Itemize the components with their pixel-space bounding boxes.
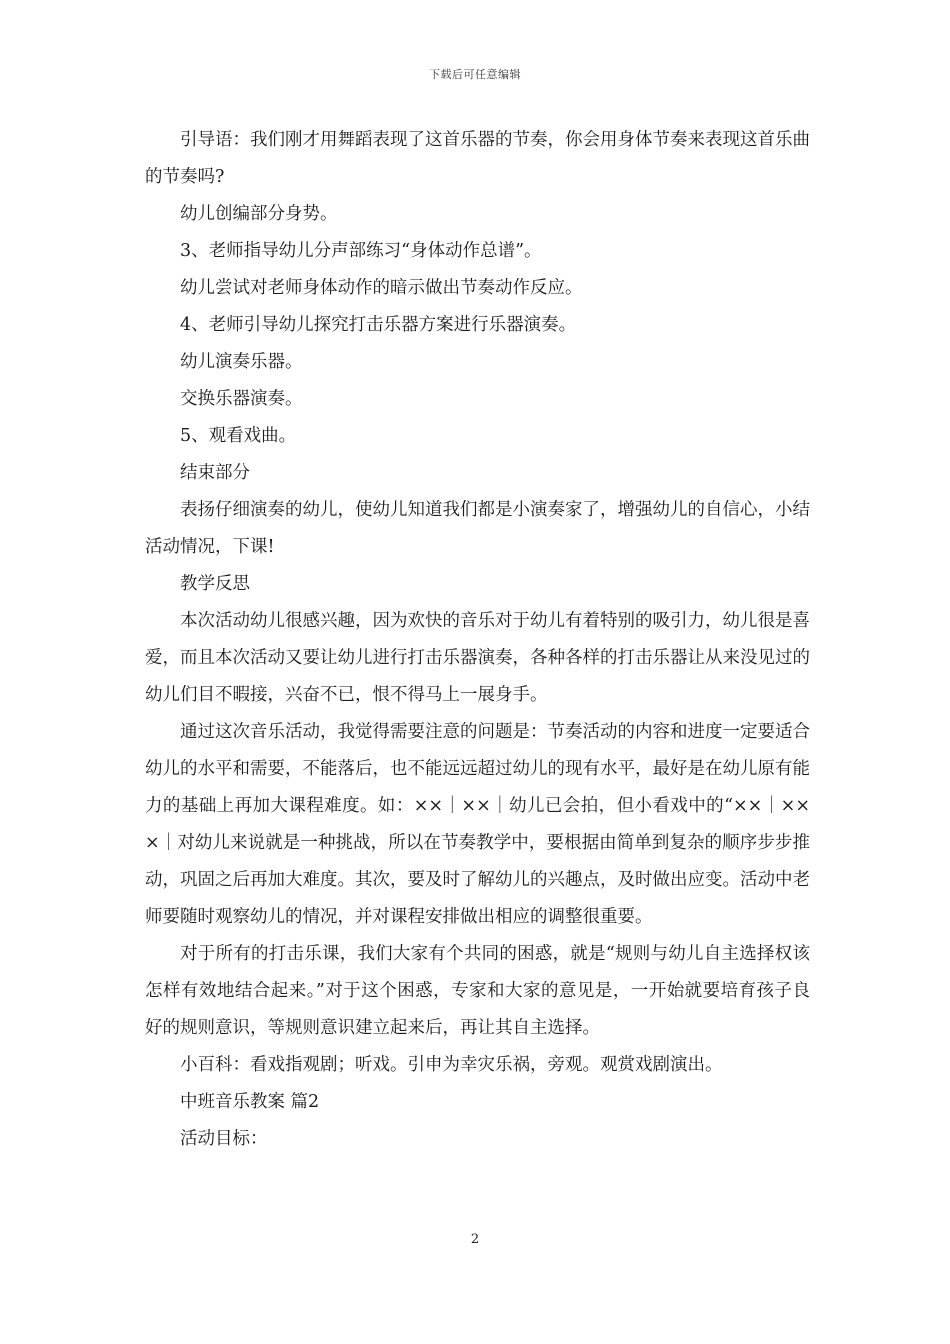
paragraph: 5、观看戏曲。 [180, 426, 297, 446]
document-body [145, 122, 810, 1158]
section-heading: 教学反思 [180, 574, 250, 594]
section-heading: 中班音乐教案 篇2 [180, 1092, 320, 1112]
section-heading: 活动目标： [180, 1129, 268, 1149]
paragraph: 引导语：我们刚才用舞蹈表现了这首乐器的节奏，你会用身体节奏来表现这首乐曲的节奏吗? [145, 130, 810, 187]
page-number: 2 [470, 1232, 480, 1247]
paragraph: 小百科：看戏指观剧；听戏。引申为幸灾乐祸，旁观。观赏戏剧演出。 [180, 1055, 723, 1075]
paragraph: 对于所有的打击乐课，我们大家有个共同的困惑，就是“规则与幼儿自主选择权该怎样有效地结合起来。”对于这个困惑，专家和大家的意见是，一开始就要培育孩子良好的规则意识，等规则意识建立起来后，再让其自主选择。 [145, 944, 810, 1038]
paragraph: 表扬仔细演奏的幼儿，使幼儿知道我们都是小演奏家了，增强幼儿的自信心，小结活动情况，下课! [145, 500, 810, 557]
paragraph: 3、老师指导幼儿分声部练习“身体动作总谱”。 [180, 241, 542, 261]
paragraph: 幼儿演奏乐器。 [180, 352, 303, 372]
paragraph: 本次活动幼儿很感兴趣，因为欢快的音乐对于幼儿有着特别的吸引力，幼儿很是喜爱，而且本次活动又要让幼儿进行打击乐器演奏，各种各样的打击乐器让从来没见过的幼儿们目不暇接，兴奋不已，恨不得马上一展身手。 [145, 611, 810, 705]
paragraph: 4、老师引导幼儿探究打击乐器方案进行乐器演奏。 [180, 315, 577, 335]
paragraph: 幼儿创编部分身势。 [180, 204, 338, 224]
section-heading: 结束部分 [180, 463, 250, 483]
page-header-note: 下载后可任意编辑 [429, 68, 521, 81]
paragraph: 交换乐器演奏。 [180, 389, 303, 409]
paragraph: 通过这次音乐活动，我觉得需要注意的问题是：节奏活动的内容和进度一定要适合幼儿的水平和需要，不能落后，也不能远远超过幼儿的现有水平，最好是在幼儿原有能力的基础上再加大课程难度。如：××｜××｜幼儿已会拍，但小看戏中的“××｜×××｜对幼儿来说就是一种挑战，所以在节奏教学中，要根据由简单到复杂的顺序步步推动，巩固之后再加大难度。其次，要及时了解幼儿的兴趣点，及时做出应变。活动中老师要随时观察幼儿的情况，并对课程安排做出相应的调整很重要。 [145, 722, 810, 927]
paragraph: 幼儿尝试对老师身体动作的暗示做出节奏动作反应。 [180, 278, 583, 298]
